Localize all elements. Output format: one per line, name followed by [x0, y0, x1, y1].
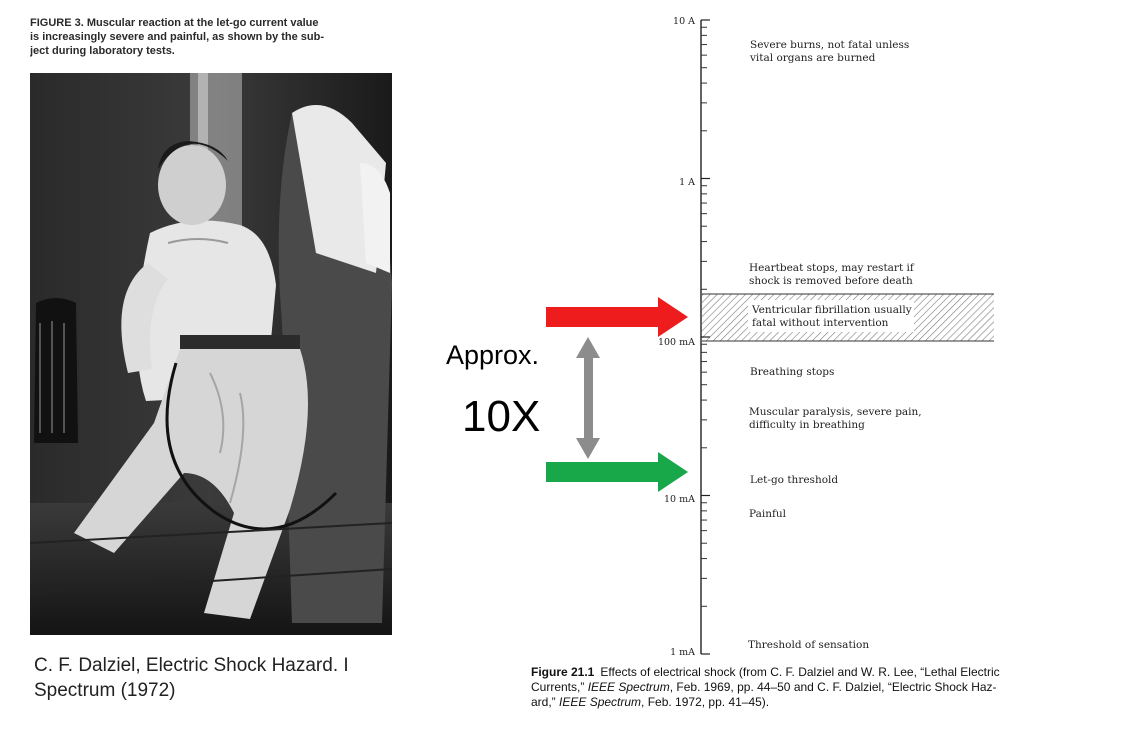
factor-label: 10X	[462, 392, 541, 441]
figure21-caption-line	[531, 695, 1135, 710]
figure21-caption-text: Effects of electrical shock (from C. F. Dalziel and W. R. Lee, “Lethal Electric	[600, 665, 1000, 679]
approx-label: Approx.	[446, 340, 540, 370]
figure21-journal-name: IEEE Spectrum	[559, 695, 642, 709]
figure21-caption-line	[531, 680, 1135, 695]
effect-heartbeat-stops-line1: Heartbeat stops, may restart if	[749, 262, 914, 274]
effect-painful: Painful	[749, 508, 786, 520]
tick-label-1ma: 1 mA	[670, 647, 695, 658]
scale-ticks	[701, 20, 710, 654]
effect-threshold-of-sensation: Threshold of sensation	[748, 639, 870, 651]
effect-ventricular-fibrillation-line2: fatal without intervention	[752, 317, 889, 329]
figure21-caption-line	[531, 665, 1135, 680]
tick-label-1a: 1 A	[679, 177, 695, 188]
figure21-journal-name: IEEE Spectrum	[587, 680, 670, 694]
figure3-caption-line: is increasingly severe and painful, as shown by the sub-	[30, 31, 325, 43]
photo-credit-line: C. F. Dalziel, Electric Shock Hazard. I	[34, 655, 349, 676]
figure21-caption-text: ard,”	[531, 695, 560, 709]
tick-label-10a: 10 A	[673, 16, 695, 27]
photo-credit-line: Spectrum (1972)	[34, 680, 176, 701]
tick-label-100ma: 100 mA	[657, 337, 695, 348]
figure3-caption-line: FIGURE 3. Muscular reaction at the let-go current value	[30, 17, 319, 29]
figure21-caption-text: Currents,”	[531, 680, 588, 694]
effect-let-go-threshold: Let-go threshold	[750, 474, 839, 486]
figure21-caption	[531, 665, 1135, 710]
figure21-caption-text: , Feb. 1972, pp. 41–45).	[641, 695, 770, 709]
effect-heartbeat-stops-line2: shock is removed before death	[749, 275, 913, 287]
effect-breathing-stops: Breathing stops	[750, 366, 835, 378]
tick-label-10ma: 10 mA	[664, 494, 695, 505]
effect-severe-burns-line2: vital organs are burned	[750, 52, 876, 64]
effect-severe-burns-line1: Severe burns, not fatal unless	[750, 39, 910, 51]
effect-ventricular-fibrillation-line1: Ventricular fibrillation usually	[752, 304, 912, 316]
figure3-caption-line: ject during laboratory tests.	[30, 45, 175, 57]
effect-muscular-paralysis-line2: difficulty in breathing	[749, 419, 865, 431]
figure21-caption-text: , Feb. 1969, pp. 44–50 and C. F. Dalziel, “Electric Shock Haz-	[669, 680, 997, 694]
figure21-number: Figure 21.1	[531, 665, 595, 679]
effect-muscular-paralysis-line1: Muscular paralysis, severe pain,	[749, 406, 922, 418]
